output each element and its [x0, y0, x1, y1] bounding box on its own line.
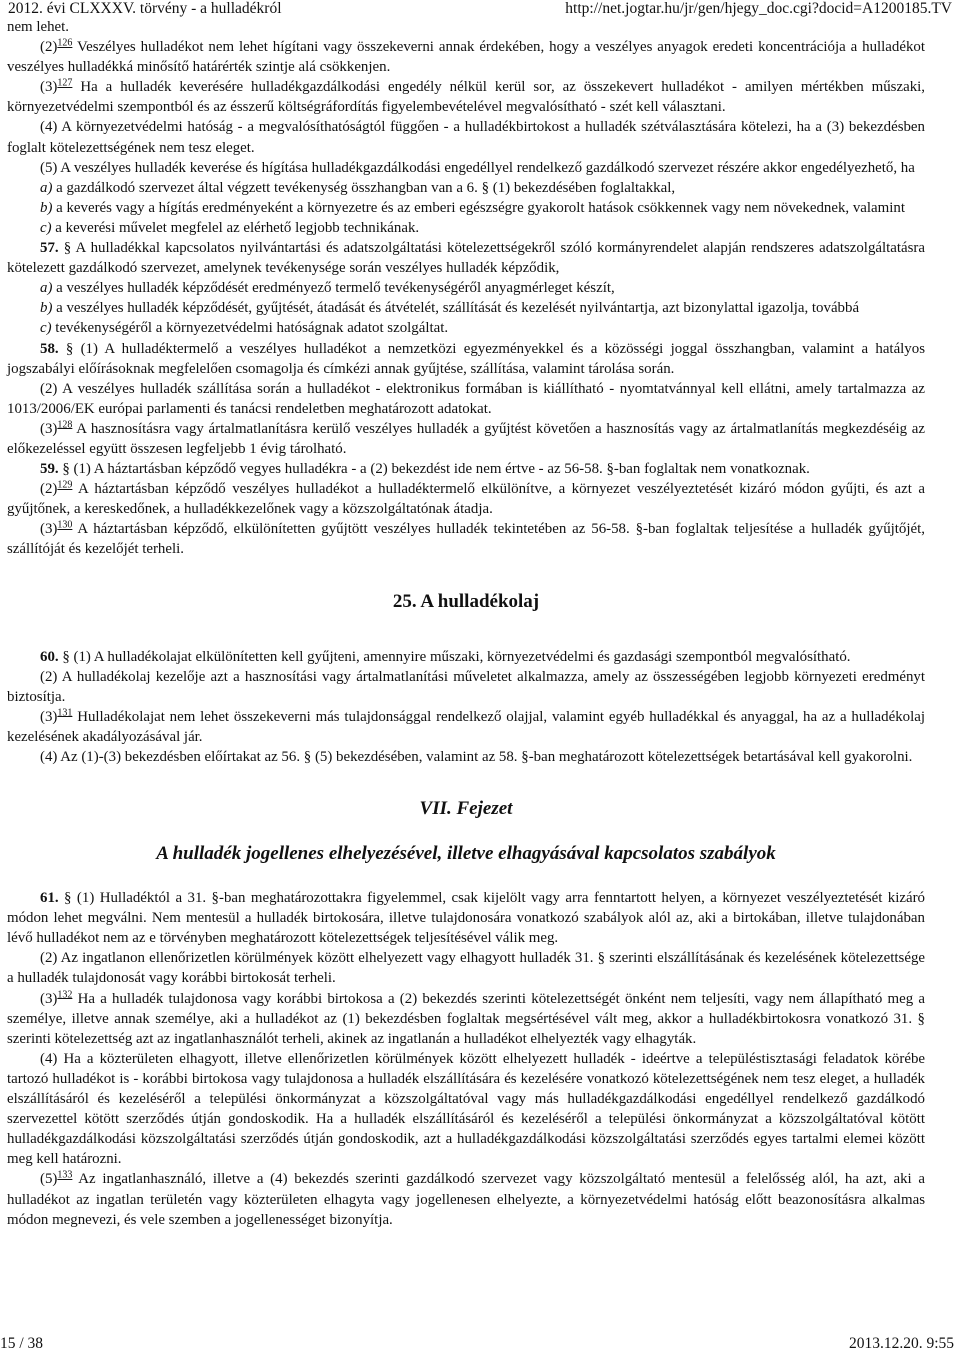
paragraph: (2) Az ingatlanon ellenőrizetlen körülmények között elhelyezett vagy elhagyott hulladék 31. § szerinti elszállításának és kezelésének kötelezettsége a hulladék tulajdonosát vagy korábbi birtokosát terheli. [7, 950, 925, 987]
paragraph: (4) Ha a közterületen elhagyott, illetve ellenőrizetlen körülmények között elhelyezett hulladék - ideértve a településtisztasági feladatok körébe tartozó hulladékot is - korábbi birtokosa vagy tulajdonosa a hulladék elszállítására és kezelésére vonatkozó kötelezettségének nem tesz eleget, a hulladék elszállításáról és kezeléséről a települési önkormányzat a közszolgáltatóval vagy más hulladékgazdálkodási engedéllyel rendelkező gazdálkodó szervezettel kötött szerződés útján gondoskodik. Ha a hulladék elszállításáról és kezeléséről a települési önkormányzat a közszolgáltatóval kötött hulladékgazdálkodási közszolgáltatási szerződés útján gondoskodik, azt a hulladékgazdálkodási közszolgáltatási szerződés egyes tartalmi elemei között meg kell határozni. [7, 1050, 925, 1168]
print-timestamp: 2013.12.20. 9:55 [848, 1335, 954, 1352]
subtitle-heading: 25. A hulladékolaj [392, 590, 540, 612]
section-58: 58. § (1) A hulladéktermelő a veszélyes hulladékot a nemzetközi egyezményekkel és a közösségi joggal összhangban, valamint a hatályos jogszabályi előírásoknak megfelelően csomagolja és címkézi annak gyűjtése, szállítása, valamint tárolása során. [7, 340, 925, 377]
paragraph: (2) A hulladékolaj kezelője azt a hasznosítási vagy ártalmatlanítási műveletet alkalmazza, amely az összességében legjobb környezeti eredményt biztosítja. [7, 668, 925, 705]
paragraph: (2) A veszélyes hulladék szállítása során a hulladékot - elektronikus formában is kiállítható - nyomtatvánnyal kell ellátni, amely tartalmazza az 1013/2006/EK európai parlamenti és tanácsi rendeletben meghatározott adatokat. [7, 380, 925, 417]
section-59: 59. § (1) A háztartásban képződő vegyes hulladékra - a (2) bekezdést ide nem értve - az 56-58. §-ban foglaltak nem vonatkoznak. [40, 461, 810, 478]
page-number: 15 / 38 [0, 1335, 44, 1352]
chapter-title: A hulladék jogellenes elhelyezésével, illetve elhagyásával kapcsolatos szabályok [156, 843, 776, 865]
list-item: c) tevékenységéről a környezetvédelmi hatóságnak adatot szolgáltat. [40, 320, 449, 337]
paragraph: $(2)^{129}$ A háztartásban képződő veszélyes hulladékot a hulladéktermelő elkülönítve, a környezet veszélyeztetését kizáró módon gyűjti, és azt a gyűjtőnek, a kereskedőnek, a hulladékkezelőnek vagy a közszolgáltatónak átadja. [7, 479, 925, 518]
paragraph: nem lehet. [7, 19, 70, 35]
list-item: b) a keverés vagy a hígítás eredményeként a környezetre és az emberi egészségre gyakorolt hatások csökkennek vagy nem növekednek, valamint [40, 199, 905, 216]
footnote-link[interactable]: 133 [57, 1169, 73, 1181]
list-item: a) a veszélyes hulladék képződését eredményező termelő tevékenységéről anyagmérleget készít, [40, 280, 615, 297]
section-61: 61. § (1) Hulladéktól a 31. §-ban meghatározottakra figyelemmel, csak kijelölt vagy arra fenntartott helyen, a környezet veszélyeztetését kizáró módon lehet megválni. Nem mentesül a hulladék birtokosára, illetve tulajdonosára vonatkozó szabályok alól az, aki a birtokában, illetve tulajdonában lévő hulladékot nem az e törvényben meghatározott kötelezettségek teljesítésével válik meg. [7, 890, 925, 947]
section-60: 60. § (1) A hulladékolajat elkülönítetten kell gyűjteni, amennyire műszaki, környezetvédelmi és gazdasági szempontból megvalósítható. [40, 648, 851, 665]
paragraph: $(2)^{126}$ Veszélyes hulladékot nem lehet hígítani vagy összekeverni annak érdekében, hogy a veszélyes anyagok eredeti koncentrációja a hulladékot veszélyes hulladékká minősítő határérték szintje alá csökkenjen. [7, 37, 925, 76]
footnote-link[interactable]: 132 [57, 989, 73, 1001]
footnote-link[interactable]: 128 [57, 419, 73, 431]
footnote-link[interactable]: 131 [57, 707, 73, 719]
paragraph: $(3)^{127}$ Ha a hulladék keverésére hulladékgazdálkodási engedély nélkül kerül sor, az összekevert hulladékot - amilyen mértékben műszaki, környezetvédelmi szempontból és az ésszerű költségráfordítás figyelembevételével megvalósítható - szét kell választani. [7, 77, 925, 116]
section-57: 57. § A hulladékkal kapcsolatos nyilvántartási és adatszolgáltatási kötelezettségekről szóló kormányrendelet alapján rendszeres adatszolgáltatásra kötelezett gazdálkodó szervezet, amelynek tevékenysége során veszélyes hulladék képződik, [7, 240, 925, 277]
paragraph: (4) Az (1)-(3) bekezdésben előírtakat az 56. § (5) bekezdésében, valamint az 58. §-ban meghatározott kötelezettségek betartásával kell gyakorolni. [40, 749, 913, 765]
footnote-link[interactable]: 127 [57, 77, 73, 89]
list-item: b) a veszélyes hulladék képződését, gyűjtését, átadását és átvételét, szállítását és kezelését nyilvántartja, azt bizonylattal igazolja, továbbá [40, 300, 860, 317]
chapter-heading: VII. Fejezet [419, 798, 513, 820]
footnote-link[interactable]: 129 [57, 479, 73, 491]
page-header [8, 0, 952, 18]
paragraph: $(3)^{132}$ Ha a hulladék tulajdonosa vagy korábbi birtokosa a (2) bekezdés szerinti kötelezettségét önként nem teljesíti, vagy nem állapítható meg a személye, illetve annak személye, aki a hulladékot az (1) bekezdésben foglaltak megsértésével vált meg, akkor a hulladékbirtokosra vonatkozó 31. § szerinti kötelezettség azt az ingatlanhasználót terheli, akinek az ingatlanán a hulladékot elhelyezték vagy elhagyták. [7, 989, 925, 1047]
paragraph: $(3)^{131}$ Hulladékolajat nem lehet összekeverni más tulajdonsággal rendelkező olajjal, valamint egyéb hulladékkal és anyaggal, ha az a hulladékolaj kezelésének akadályozásával jár. [7, 707, 925, 745]
paragraph: $(3)^{130}$ A háztartásban képződő, elkülönítetten gyűjtött veszélyes hulladék tekintetében az 56-58. §-ban foglaltak teljesítése a hulladék gyűjtőjét, szállítóját és kezelőjét terheli. [7, 519, 925, 558]
paragraph: $(5)^{133}$ Az ingatlanhasználó, illetve a (4) bekezdés szerinti gazdálkodó szervezet vagy közszolgáltató mentesül a felelősség alól, ha azt, aki a hulladékot az ingatlan területén vagy közterületen elhagyta vagy jogellenesen elhelyezte, a környezetvédelmi hatóság előtt beazonosításra alkalmas módon megnevezi, és vele szemben a jogellenességet bizonyítja. [7, 1169, 925, 1228]
document-title: 2012. évi CLXXXV. törvény - a hulladékról [8, 0, 282, 17]
list-item: a) a gazdálkodó szervezet által végzett tevékenység összhangban van a 6. § (1) bekezdésében foglaltakkal, [40, 179, 676, 196]
paragraph: $(3)^{128}$ A hasznosításra vagy ártalmatlanításra kerülő veszélyes hulladék a gyűjtést követően a hasznosítás vagy az ártalmatlanítás megkezdéséig az előkezeléssel együtt összesen legfeljebb 1 évig tárolható. [7, 419, 925, 457]
paragraph: (4) A környezetvédelmi hatóság - a megvalósíthatóságtól függően - a hulladékbirtokost a hulladék szétválasztására kötelezi, ha a (3) bekezdésben foglalt kötelezettségének nem tesz eleget. [7, 119, 925, 156]
law-text [7, 17, 925, 1230]
list-item: c) a keverési művelet megfelel az elérhető legjobb technikának. [40, 219, 420, 236]
footnote-link[interactable]: 126 [57, 37, 73, 49]
footnote-link[interactable]: 130 [57, 519, 73, 531]
page-footer [0, 1334, 954, 1354]
document-url[interactable]: http://net.jogtar.hu/jr/gen/hjegy_doc.cgi?docid=A1200185.TV [565, 0, 952, 17]
paragraph: (5) A veszélyes hulladék keverése és hígítása hulladékgazdálkodási engedéllyel rendelkező gazdálkodó szervezet részére akkor engedélyezhető, ha [40, 159, 915, 176]
